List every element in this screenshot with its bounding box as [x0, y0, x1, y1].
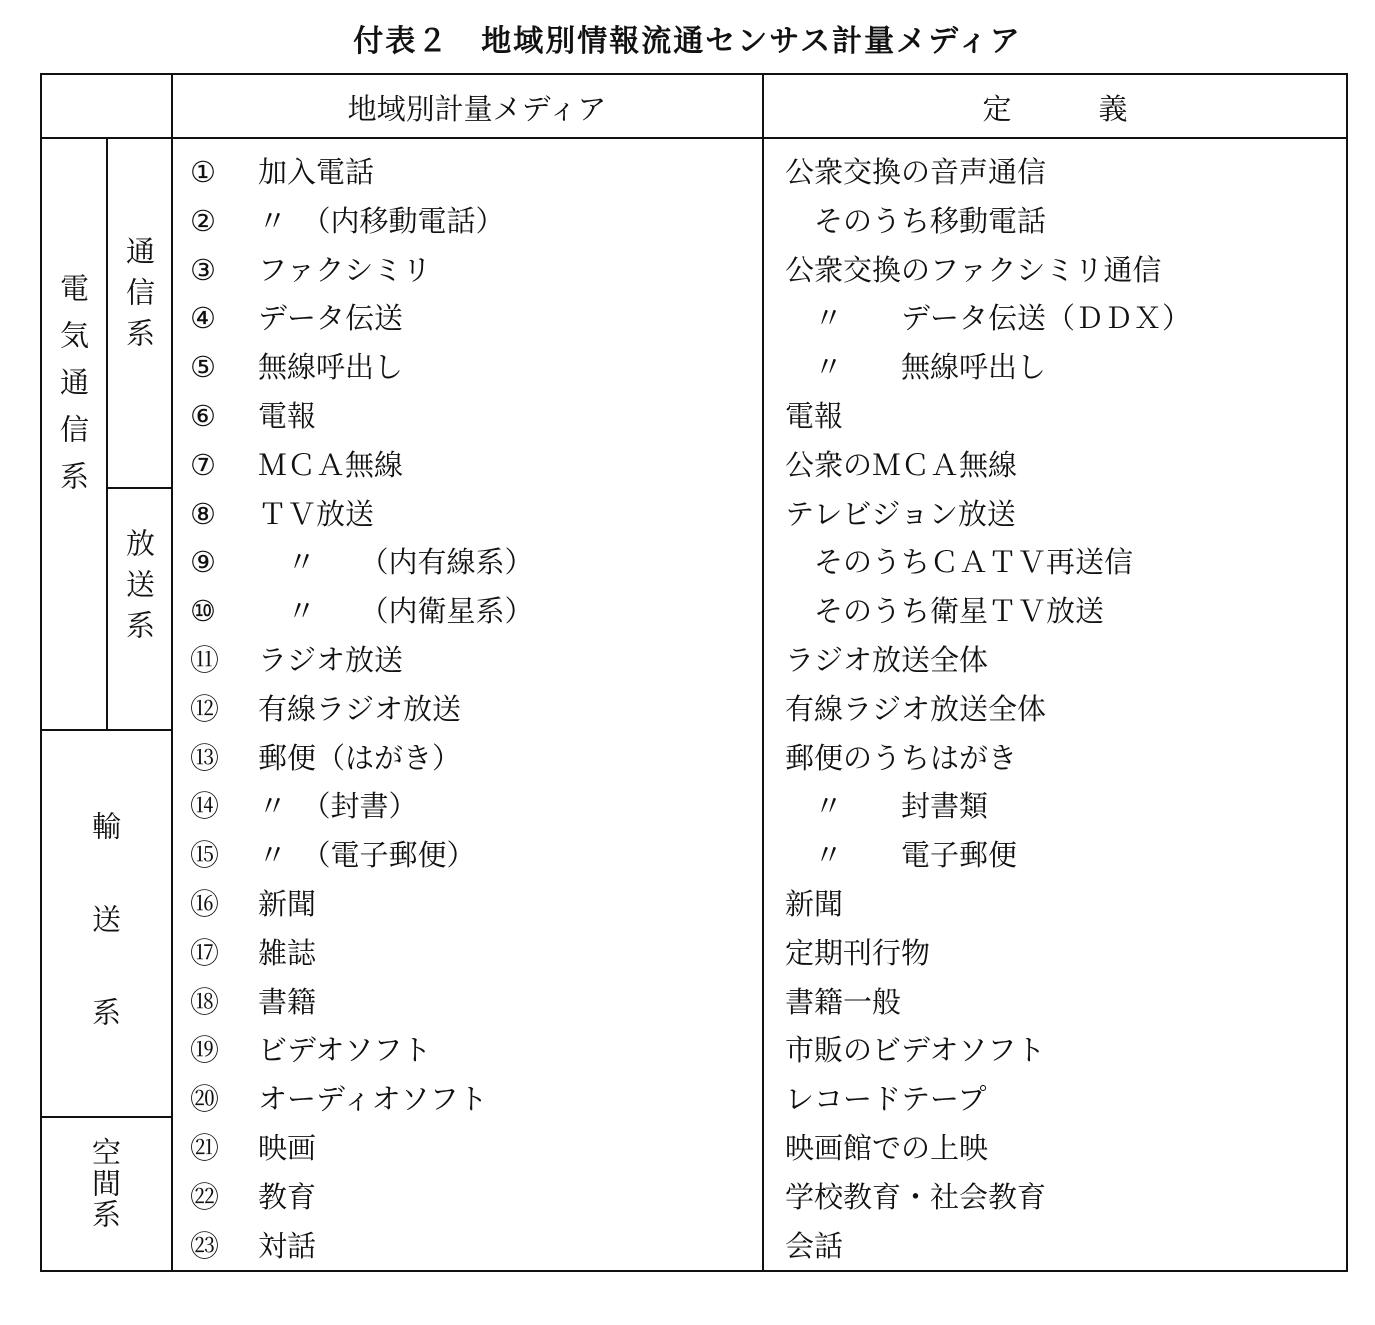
row-definition: レコードテープ: [785, 1082, 987, 1116]
row-number: ③: [190, 253, 216, 287]
row-definition: 書籍一般: [785, 985, 902, 1019]
group-tsushin: 通信系: [122, 236, 156, 359]
row-media: 新聞: [258, 887, 317, 921]
row-media: 書籍: [258, 985, 317, 1019]
table-border-right: [1346, 73, 1348, 1272]
row-number: ㉓: [190, 1229, 220, 1263]
row-media: 無線呼出し: [258, 350, 404, 384]
row-media: ビデオソフト: [258, 1033, 432, 1067]
row-number: ⑩: [190, 594, 216, 628]
row-number: ⑳: [190, 1082, 220, 1116]
row-media: 教育: [258, 1180, 317, 1214]
media-table: [40, 73, 1348, 1272]
row-definition: テレビジョン放送: [785, 497, 1016, 531]
row-number: ⑦: [190, 448, 216, 482]
table-border-top: [40, 73, 1348, 75]
row-media: 電報: [258, 399, 317, 433]
row-definition: 郵便のうちはがき: [785, 741, 1018, 775]
row-definition: 新聞: [785, 887, 844, 921]
row-media: データ伝送: [258, 301, 404, 335]
row-definition: 〃 電子郵便: [785, 838, 1018, 872]
row-number: ⑥: [190, 399, 216, 433]
group-denki-tsushin: 電気通信系: [56, 273, 90, 508]
row-definition: 〃 封書類: [785, 789, 989, 823]
row-media: 雑誌: [258, 936, 317, 970]
group-yuso: 輸送系: [88, 811, 122, 1090]
row-media: 有線ラジオ放送: [258, 692, 462, 726]
row-media: ＴＶ放送: [258, 497, 375, 531]
row-media: オーディオソフト: [258, 1082, 488, 1116]
row-definition: そのうち移動電話: [785, 204, 1047, 238]
row-definition: 〃 データ伝送（ＤＤＸ）: [785, 301, 1192, 335]
row-definition: 公衆交換のファクシミリ通信: [785, 253, 1162, 287]
row-media: 対話: [258, 1229, 317, 1263]
row-number: ⑫: [190, 692, 220, 726]
row-definition: 公衆のＭＣＡ無線: [785, 448, 1018, 482]
row-media: 〃 （内有線系）: [258, 545, 534, 579]
row-media: 映画: [258, 1131, 317, 1165]
telecom-subdivider: [106, 137, 108, 729]
row-number: ⑭: [190, 789, 220, 823]
row-number: ①: [190, 155, 216, 189]
group-hoso: 放送系: [122, 528, 156, 651]
row-number: ⑨: [190, 545, 216, 579]
row-number: ⑲: [190, 1033, 220, 1067]
row-number: ④: [190, 301, 216, 335]
row-number: ⑬: [190, 741, 220, 775]
header-separator: [40, 137, 1348, 139]
row-definition: 電報: [785, 399, 844, 433]
row-definition: 学校教育・社会教育: [785, 1180, 1047, 1214]
denki-yuso-divider: [40, 729, 172, 731]
group-kukan: 空間系: [88, 1137, 122, 1230]
table-border-left: [40, 73, 42, 1272]
row-definition: ラジオ放送全体: [785, 643, 989, 677]
row-number: ⑤: [190, 350, 216, 384]
row-media: ＭＣＡ無線: [258, 448, 404, 482]
yuso-kukan-divider: [40, 1116, 172, 1118]
row-definition: 会話: [785, 1229, 844, 1263]
row-definition: そのうちＣＡＴＶ再送信: [785, 545, 1134, 579]
header-definition: 定 義: [982, 92, 1128, 126]
row-number: ⑧: [190, 497, 216, 531]
row-media: 〃 （封書）: [258, 789, 418, 823]
row-number: ⑱: [190, 985, 220, 1019]
row-media: ラジオ放送: [258, 643, 404, 677]
row-number: ㉑: [190, 1131, 220, 1165]
row-number: ⑪: [190, 643, 220, 677]
row-definition: 有線ラジオ放送全体: [785, 692, 1047, 726]
row-media: 郵便（はがき）: [258, 741, 462, 775]
row-media: 〃 （内衛星系）: [258, 594, 534, 628]
row-definition: そのうち衛星ＴＶ放送: [785, 594, 1105, 628]
row-definition: 〃 無線呼出し: [785, 350, 1047, 384]
row-number: ②: [190, 204, 216, 238]
row-definition: 定期刊行物: [785, 936, 931, 970]
row-media: 〃 （内移動電話）: [258, 204, 505, 238]
row-definition: 市販のビデオソフト: [785, 1033, 1046, 1067]
page-title: 付表２ 地域別情報流通センサス計量メディア: [353, 24, 1022, 59]
row-definition: 映画館での上映: [785, 1131, 989, 1165]
tsushin-hoso-divider: [106, 487, 172, 489]
row-media: ファクシミリ: [258, 253, 432, 287]
row-number: ⑰: [190, 936, 220, 970]
definition-column-divider: [762, 73, 764, 1272]
row-number: ㉒: [190, 1180, 220, 1214]
row-definition: 公衆交換の音声通信: [785, 155, 1047, 189]
row-media: 〃 （電子郵便）: [258, 838, 476, 872]
row-media: 加入電話: [258, 155, 375, 189]
row-number: ⑮: [190, 838, 220, 872]
header-media: 地域別計量メディア: [347, 92, 607, 126]
group-column-divider: [171, 73, 173, 1272]
row-number: ⑯: [190, 887, 220, 921]
table-border-bottom: [40, 1270, 1348, 1272]
